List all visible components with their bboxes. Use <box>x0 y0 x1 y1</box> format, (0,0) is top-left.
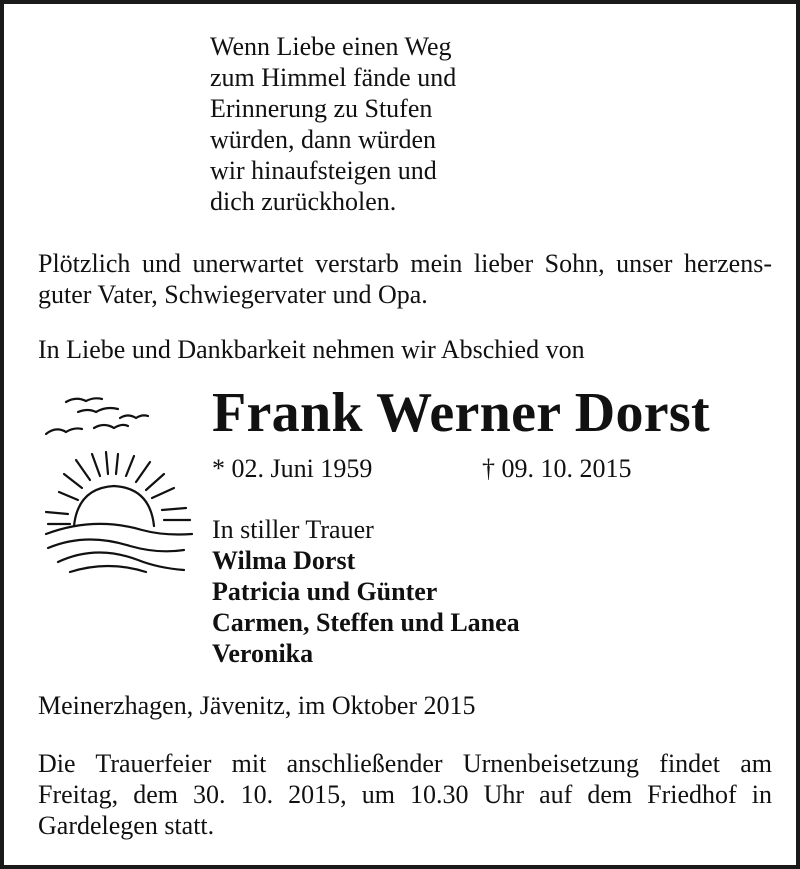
deceased-name: Frank Werner Dorst <box>212 382 710 444</box>
place-date: Meinerzhagen, Jävenitz, im Oktober 2015 <box>38 691 476 720</box>
farewell-text: In Liebe und Dankbarkeit nehmen wir Abschied von <box>38 335 585 364</box>
service-details: Die Trauerfeier mit anschließender Urnenbeisetzung findet am Freitag, dem 30. 10. 2015, um 10.30 Uhr auf dem Friedhof in Gardelegen statt. <box>38 749 772 840</box>
mourner-name: Veronika <box>212 639 314 668</box>
mourner-name: Patricia und Günter <box>212 577 438 606</box>
poem-line: wir hinaufsteigen und <box>210 156 437 185</box>
intro-text: Plötzlich und unerwartet verstarb mein lieber Sohn, unser herzens-guter Vater, Schwiegervater und Opa. <box>38 249 772 309</box>
mourner-name: Wilma Dorst <box>212 546 356 575</box>
mourners-list <box>212 545 520 669</box>
poem-line: Erinnerung zu Stufen <box>210 94 433 123</box>
mourners-heading: In stiller Trauer <box>212 515 374 544</box>
mourner-name: Carmen, Steffen und Lanea <box>212 608 520 637</box>
sunset-birds-icon <box>34 384 204 584</box>
death-date: † 09. 10. 2015 <box>482 454 632 483</box>
poem-line: zum Himmel fände und <box>210 63 457 92</box>
poem <box>210 31 456 217</box>
poem-line: würden, dann würden <box>210 125 436 154</box>
birth-date: * 02. Juni 1959 <box>212 454 373 483</box>
poem-line: Wenn Liebe einen Weg <box>210 32 452 61</box>
poem-line: dich zurückholen. <box>210 187 397 216</box>
